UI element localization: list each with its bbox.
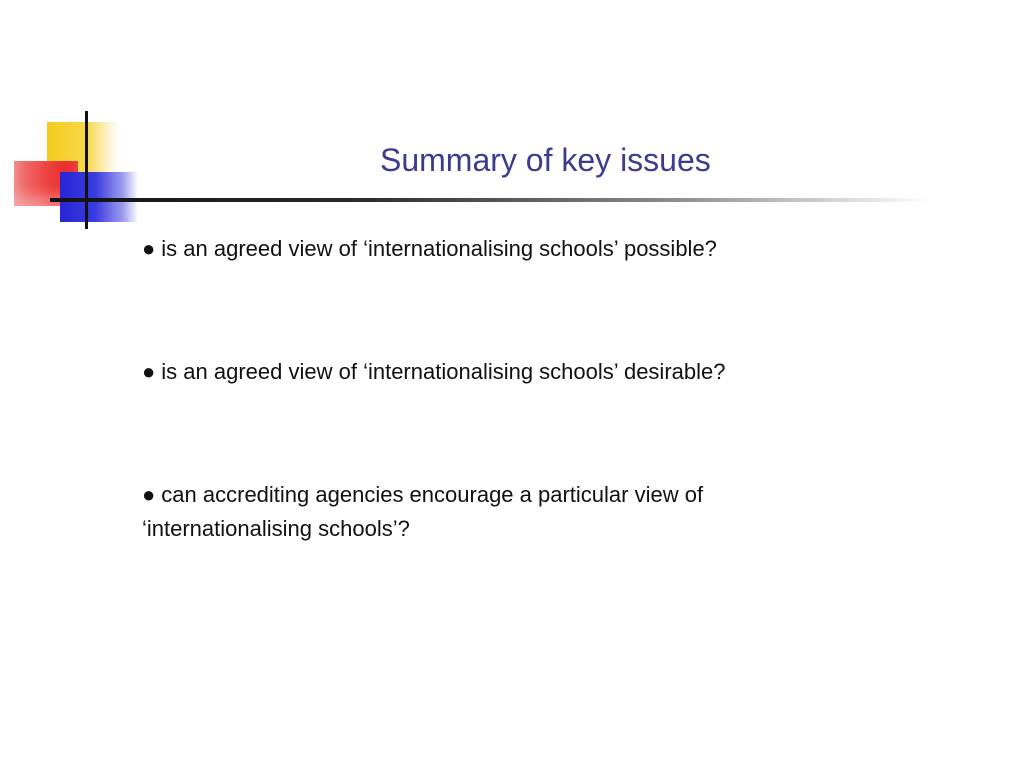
bullet-text: is an agreed view of ‘internationalising schools’ desirable?	[161, 359, 726, 384]
bullet-dot-icon: ●	[142, 359, 156, 384]
slide-title: Summary of key issues	[380, 142, 711, 178]
bullet-item	[142, 355, 842, 389]
bullet-text: can accrediting agencies encourage a particular view of ‘internationalising schools’?	[142, 482, 704, 541]
bullet-dot-icon: ●	[142, 236, 156, 261]
bullet-item	[142, 478, 842, 546]
bullet-text: is an agreed view of ‘internationalising schools’ possible?	[161, 236, 717, 261]
title-underline	[50, 198, 930, 202]
vertical-line	[85, 111, 88, 229]
decorative-logo	[0, 0, 160, 240]
blue-square	[60, 172, 138, 222]
bullet-item	[142, 232, 842, 266]
bullet-dot-icon: ●	[142, 482, 156, 507]
